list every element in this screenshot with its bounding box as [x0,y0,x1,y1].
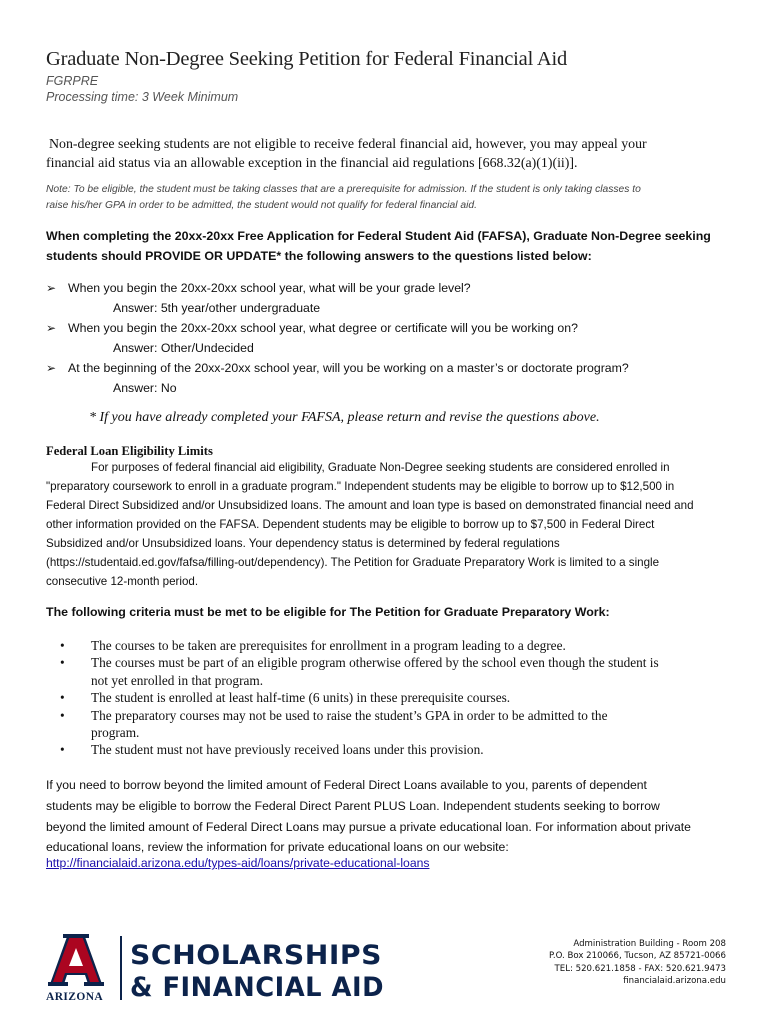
bullet-icon: • [60,707,65,723]
paragraph-line: Subsidized and/or Unsubsidized loans. Your dependency status is determined by federal regulations [46,537,560,550]
arizona-wordmark: ARIZONA [46,991,104,1003]
fafsa-instructions [46,226,736,266]
list-item-text: The student is enrolled at least half-time (6 units) in these prerequisite courses. [91,690,511,706]
intro-line: financial aid status via an allowable exception in the financial aid regulations [668.32(a)(1)(ii)]. [46,156,578,171]
list-item-text: The student must not have previously received loans under this provision. [91,742,484,758]
paragraph-line: other information provided on the FAFSA. Dependent students may be eligible to borrow up to $7,500 in Federal Direct [46,518,655,531]
logo-line-financial-aid: & FINANCIAL AID [130,972,384,1003]
list-item [46,707,736,742]
question-text: When you begin the 20xx-20xx school year, what will be your grade level? [68,281,471,295]
address-line: P.O. Box 210066, Tucson, AZ 85721-0066 [549,951,726,962]
list-item [46,741,736,758]
address-line: TEL: 520.621.1858 - FAX: 520.621.9473 [554,963,726,974]
paragraph-line: beyond the limited amount of Federal Direct Loans may pursue a private educational loan. For information about private [46,819,691,834]
paragraph-line: For purposes of federal financial aid eligibility, Graduate Non-Degree seeking students are considered enrolled in [91,461,670,474]
list-item-text: The preparatory courses may not be used to raise the student’s GPA in order to be admitted to the [91,707,608,723]
paragraph-line: consecutive 12-month period. [46,575,199,588]
answer-text: Answer: No [113,381,177,395]
processing-time: Processing time: 3 Week Minimum [46,90,239,104]
question-text: When you begin the 20xx-20xx school year, what degree or certificate will you be working on? [68,321,578,335]
fafsa-questions [46,278,736,398]
question-item [46,278,736,298]
form-code: FGRPRE [46,74,99,88]
instructions-line: When completing the 20xx-20xx Free Application for Federal Student Aid (FAFSA), Graduate Non-Degree seeking [46,229,711,243]
answer-text: Answer: Other/Undecided [113,341,254,355]
intro-line: Non-degree seeking students are not eligible to receive federal financial aid, however, you may appeal your [49,137,647,152]
note-line: raise his/her GPA in order to be admitted, the student would not qualify for federal financial aid. [46,200,477,211]
address-line: financialaid.arizona.edu [623,975,726,986]
paragraph-line: educational loans, review the information for private educational loans on our website: [46,840,509,855]
list-item [46,689,736,706]
private-loans-link[interactable]: http://financialaid.arizona.edu/types-aid/loans/private-educational-loans [46,856,430,870]
footer-address [549,938,726,987]
question-text: At the beginning of the 20xx-20xx school year, will you be working on a master’s or doctorate program? [68,361,629,375]
arrow-bullet-icon: ➢ [46,361,57,375]
bullet-icon: • [60,655,65,671]
paragraph-line: If you need to borrow beyond the limited amount of Federal Direct Loans available to you, parents of dependent [46,778,647,792]
list-item [46,637,736,654]
question-item [46,358,736,378]
list-item-text: The courses to be taken are prerequisites for enrollment in a program leading to a degree. [91,638,566,653]
bullet-icon: • [60,638,65,653]
answer-text: Answer: 5th year/other undergraduate [113,301,321,315]
criteria-heading: The following criteria must be met to be eligible for The Petition for Graduate Preparatory Work: [46,605,610,619]
loan-limits-paragraph [46,458,736,591]
logo-line-scholarships: SCHOLARSHIPS [130,940,382,971]
paragraph-line: Federal Direct Subsidized and/or Unsubsidized loans. The amount and loan type is based on demonstrated financial need and [46,499,694,512]
bullet-icon: • [60,742,65,758]
list-item-text: not yet enrolled in that program. [91,672,264,688]
paragraph-line: (https://studentaid.ed.gov/fafsa/filling-out/dependency). The Petition for Graduate Preparatory Work is limited to a single [46,556,660,569]
question-item [46,318,736,338]
page-title: Graduate Non-Degree Seeking Petition for Federal Financial Aid [46,48,568,70]
address-line: Administration Building - Room 208 [573,939,726,949]
scholarships-financial-aid-logo [44,932,389,1004]
eligibility-note [46,182,736,214]
criteria-list [46,637,736,759]
instructions-line: students should PROVIDE OR UPDATE* the following answers to the questions listed below: [46,249,592,263]
closing-paragraph [46,775,736,858]
arizona-a-logo-icon [44,932,389,1004]
list-item [46,654,736,689]
intro-paragraph [46,135,736,173]
list-item-text: The courses must be part of an eligible program otherwise offered by the school even though the student is [91,655,659,671]
arrow-bullet-icon: ➢ [46,321,57,335]
arrow-bullet-icon: ➢ [46,281,57,295]
paragraph-line: "preparatory coursework to enroll in a graduate program." Independent students may be eligible to borrow up to $12,500 in [46,480,675,493]
bullet-icon: • [60,690,65,706]
note-line: Note: To be eligible, the student must be taking classes that are a prerequisite for admission. If the student is only taking classes to [46,184,641,195]
loan-limits-heading: Federal Loan Eligibility Limits [46,444,213,458]
list-item-text: program. [91,725,140,741]
paragraph-line: students may be eligible to borrow the Federal Direct Parent PLUS Loan. Independent students seeking to borrow [46,798,660,813]
fafsa-revise-note: * If you have already completed your FAFSA, please return and revise the questions above. [89,410,600,425]
